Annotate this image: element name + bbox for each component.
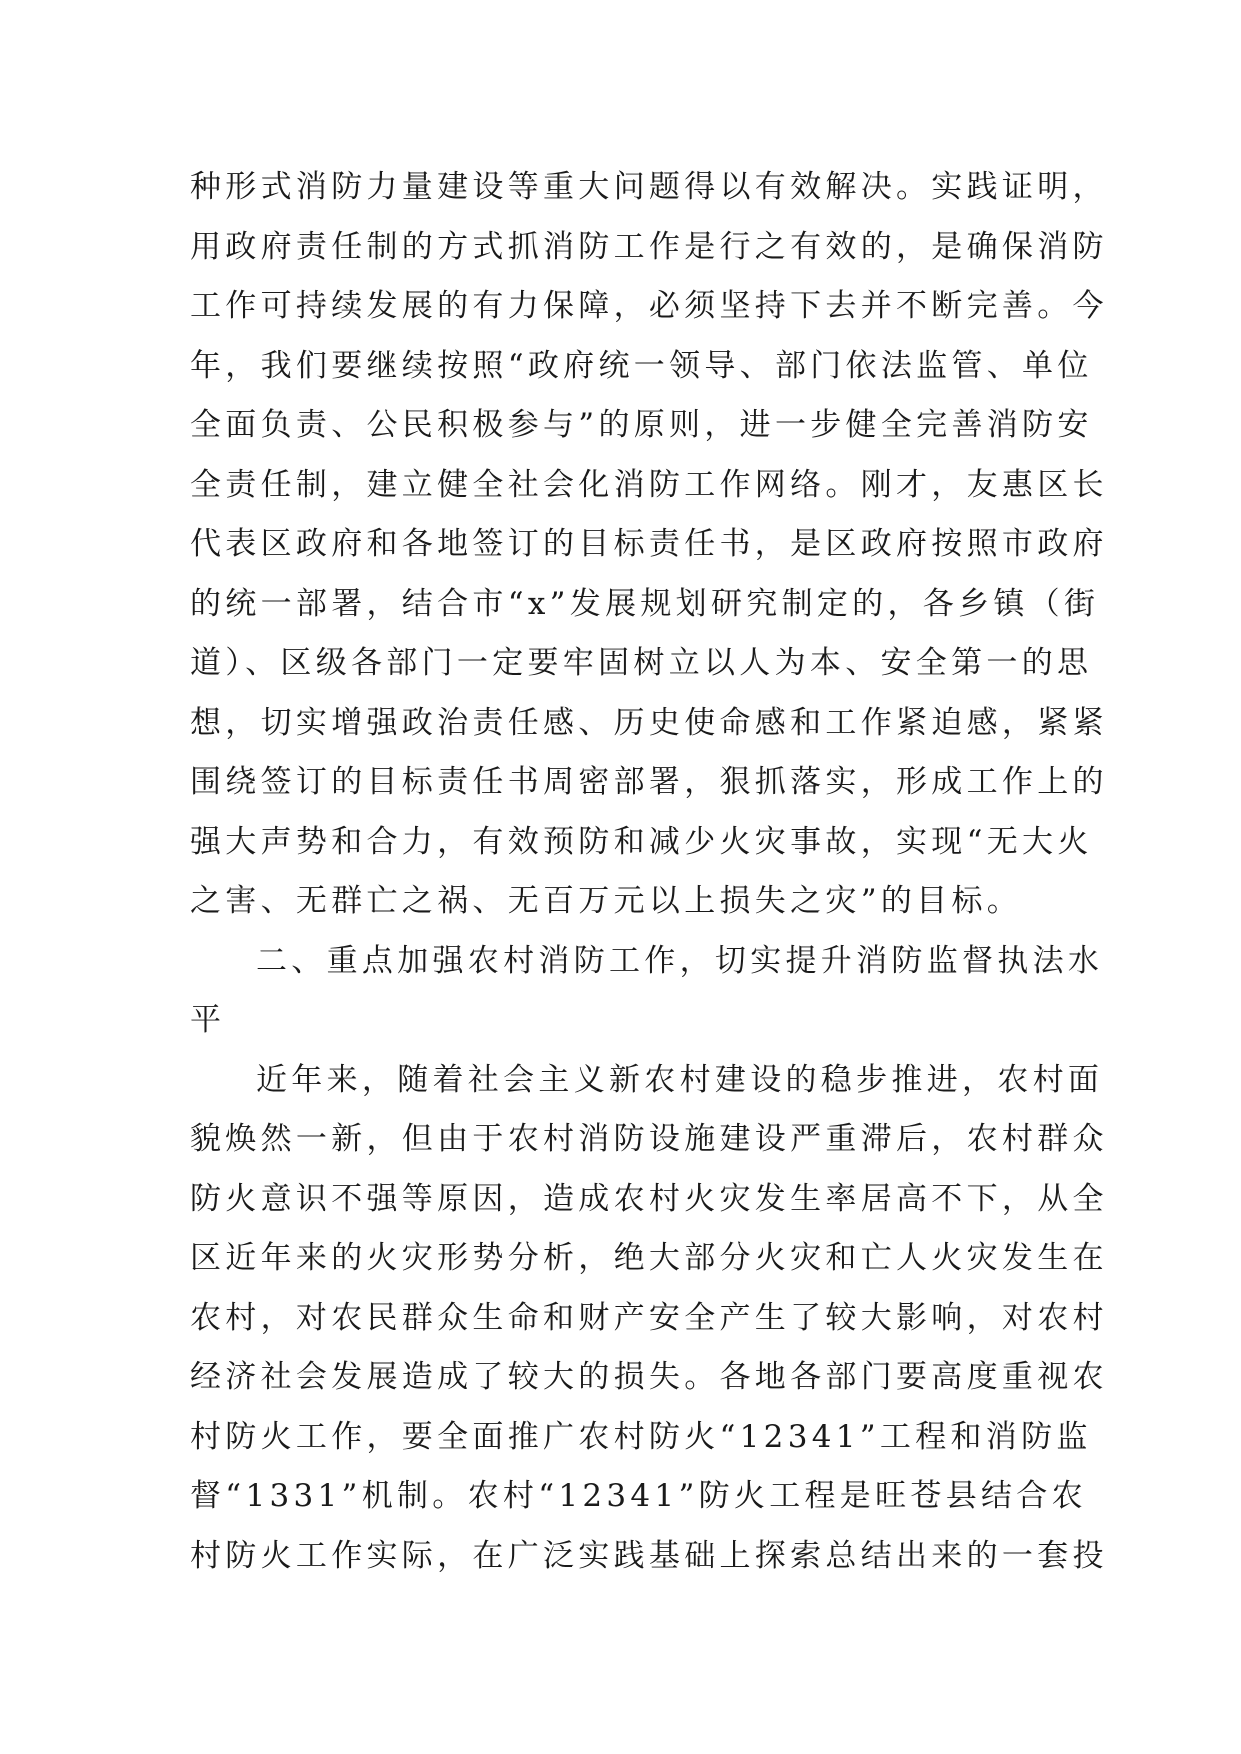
section-heading	[190, 932, 1104, 1051]
text-line: 工作可持续发展的有力保障，必须坚持下去并不断完善。今	[190, 288, 1108, 324]
text-line: 的统一部署，结合市“x”发展规划研究制定的，各乡镇（街	[190, 585, 1100, 622]
text-line: 想，切实增强政治责任感、历史使命感和工作紧迫感，紧紧	[190, 704, 1108, 741]
text-line: 代表区政府和各地签订的目标责任书，是区政府按照市政府	[190, 526, 1108, 562]
text-line: 种形式消防力量建设等重大问题得以有效解决。实践证明，	[190, 169, 1108, 205]
text-line: 近年来，随着社会主义新农村建设的稳步推进，农村面	[256, 1061, 1104, 1098]
text-line: 村防火工作，要全面推广农村防火“12341”工程和消防监	[190, 1418, 1092, 1455]
paragraph	[190, 1051, 1108, 1587]
text-line: 经济社会发展造成了较大的损失。各地各部门要高度重视农	[190, 1359, 1108, 1395]
heading-line: 平	[190, 1002, 226, 1038]
text-line: 村防火工作实际，在广泛实践基础上探索总结出来的一套投	[190, 1537, 1108, 1574]
text-line: 强大声势和合力，有效预防和减少火灾事故，实现“无大火	[190, 823, 1093, 860]
text-line: 年，我们要继续按照“政府统一领导、部门依法监管、单位	[190, 347, 1093, 384]
text-line: 貌焕然一新，但由于农村消防设施建设严重滞后，农村群众	[190, 1121, 1108, 1157]
text-line: 防火意识不强等原因，造成农村火灾发生率居高不下，从全	[190, 1180, 1108, 1217]
text-line: 区近年来的火灾形势分析，绝大部分火灾和亡人火灾发生在	[190, 1240, 1108, 1276]
text-line: 围绕签订的目标责任书周密部署，狠抓落实，形成工作上的	[190, 764, 1108, 800]
text-line: 之害、无群亡之祸、无百万元以上损失之灾”的目标。	[190, 883, 1023, 919]
text-line: 道）、区级各部门一定要牢固树立以人为本、安全第一的思	[190, 645, 1093, 681]
text-line: 全责任制，建立健全社会化消防工作网络。刚才，友惠区长	[190, 466, 1108, 503]
text-line: 农村，对农民群众生命和财产安全产生了较大影响，对农村	[190, 1299, 1108, 1336]
document-body	[190, 158, 1108, 1586]
text-line: 用政府责任制的方式抓消防工作是行之有效的，是确保消防	[190, 228, 1108, 265]
paragraph-continued	[190, 158, 1108, 932]
heading-line: 二、重点加强农村消防工作，切实提升消防监督执法水	[256, 942, 1104, 979]
text-line: 督“1331”机制。农村“12341”防火工程是旺苍县结合农	[190, 1478, 1087, 1514]
text-line: 全面负责、公民积极参与”的原则，进一步健全完善消防安	[190, 407, 1093, 443]
